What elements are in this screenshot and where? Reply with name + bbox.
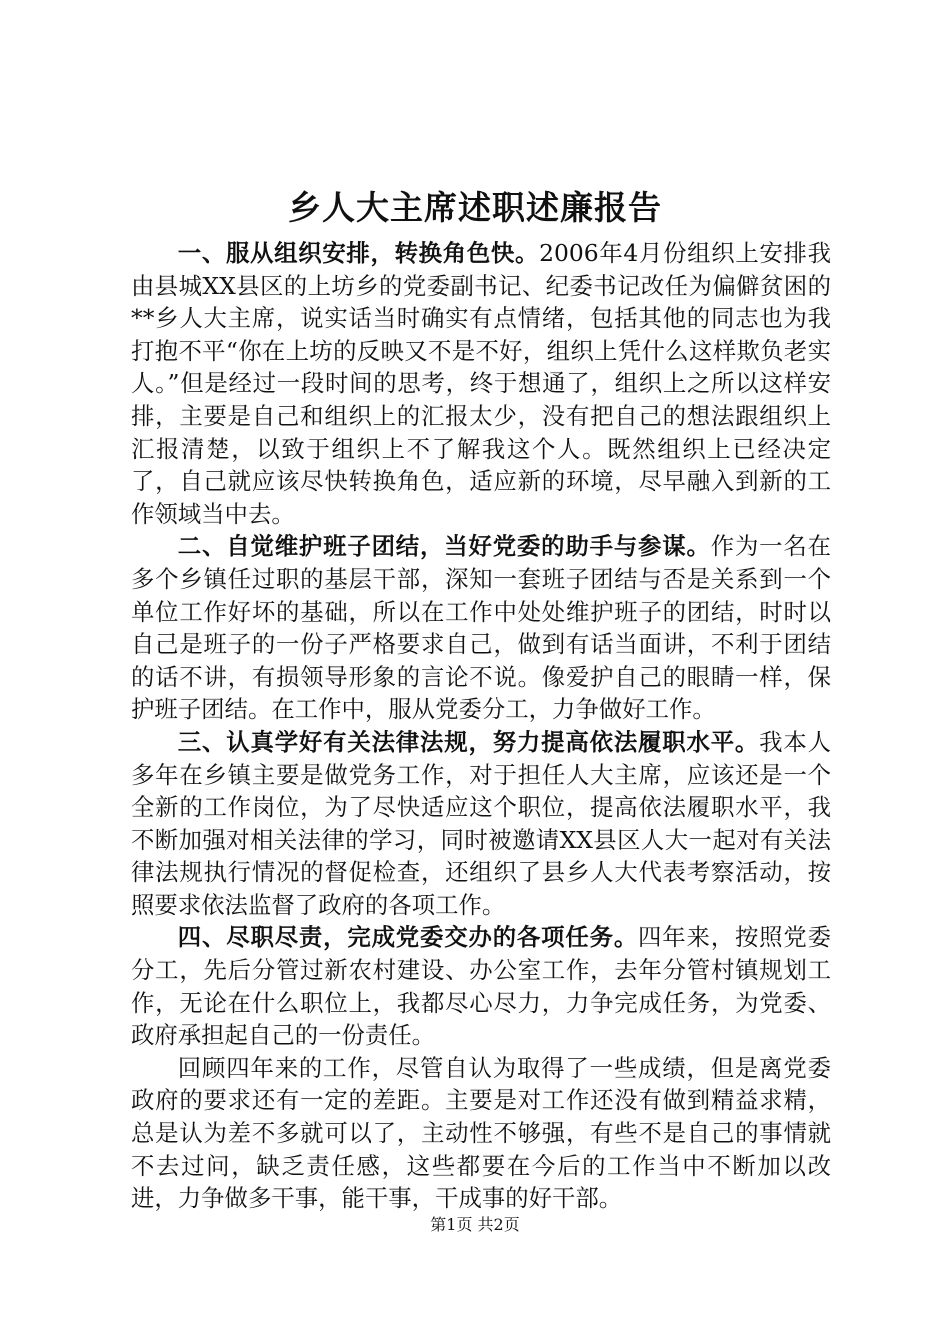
- paragraph-3: [131, 726, 831, 922]
- paragraph-1-text: 2006年4月份组织上安排我由县城XX县区的上坊乡的党委副书记、纪委书记改任为偏僻贫困的**乡人大主席，说实话当时确实有点情绪，包括其他的同志也为我打抱不平“你在上坊的反映又不是不好，组织上凭什么这样欺负老实人。”但是经过一段时间的思考，终于想通了，组织上之所以这样安排，主要是自己和组织上的汇报太少，没有把自己的想法跟组织上汇报清楚，以致于组织上不了解我这个人。既然组织上已经决定了，自己就应该尽快转换角色，适应新的环境，尽早融入到新的工作领域当中去。: [131, 239, 831, 528]
- paragraph-4-text: 四年来，按照党委分工，先后分管过新农村建设、办公室工作，去年分管村镇规划工作，无论在什么职位上，我都尽心尽力，力争完成任务，为党委、政府承担起自己的一份责任。: [131, 923, 832, 1050]
- document-title: 乡人大主席述职述廉报告: [288, 188, 662, 227]
- document-body: [131, 237, 831, 1215]
- paragraph-1-heading: 一、服从组织安排，转换角色快。: [177, 239, 540, 267]
- paragraph-2: [131, 530, 831, 726]
- paragraph-3-heading: 三、认真学好有关法律法规，努力提高依法履职水平。: [177, 727, 760, 756]
- paragraph-5: [131, 1052, 831, 1215]
- paragraph-4: [131, 921, 831, 1051]
- paragraph-2-heading: 二、自觉维护班子团结，当好党委的助手与参谋。: [177, 532, 711, 561]
- paragraph-3-text: 我本人多年在乡镇主要是做党务工作，对于担任人大主席，应该还是一个全新的工作岗位，为了尽快适应这个职位，提高依法履职水平，我不断加强对相关法律的学习，同时被邀请XX县区人大一起对有关法律法规执行情况的督促检查，还组织了县乡人大代表考察活动，按照要求依法监督了政府的各项工作。: [131, 727, 832, 919]
- paragraph-4-heading: 四、尽职尽责，完成党委交办的各项任务。: [177, 923, 639, 952]
- paragraph-5-text: 回顾四年来的工作，尽管自认为取得了一些成绩，但是离党委政府的要求还有一定的差距。主要是对工作还没有做到精益求精，总是认为差不多就可以了，主动性不够强，有些不是自己的事情就不去过问，缺乏责任感，这些都要在今后的工作当中不断加以改进，力争做多干事，能干事，干成事的好干部。: [131, 1053, 831, 1213]
- page-number-footer: 第1页 共2页: [430, 1215, 520, 1234]
- paragraph-1: [131, 237, 831, 530]
- paragraph-2-text: 作为一名在多个乡镇任过职的基层干部，深知一套班子团结与否是关系到一个单位工作好坏的基础，所以在工作中处处维护班子的团结，时时以自己是班子的一份子严格要求自己，做到有话当面讲，不利于团结的话不讲，有损领导形象的言论不说。像爱护自己的眼睛一样，保护班子团结。在工作中，服从党委分工，力争做好工作。: [131, 532, 832, 724]
